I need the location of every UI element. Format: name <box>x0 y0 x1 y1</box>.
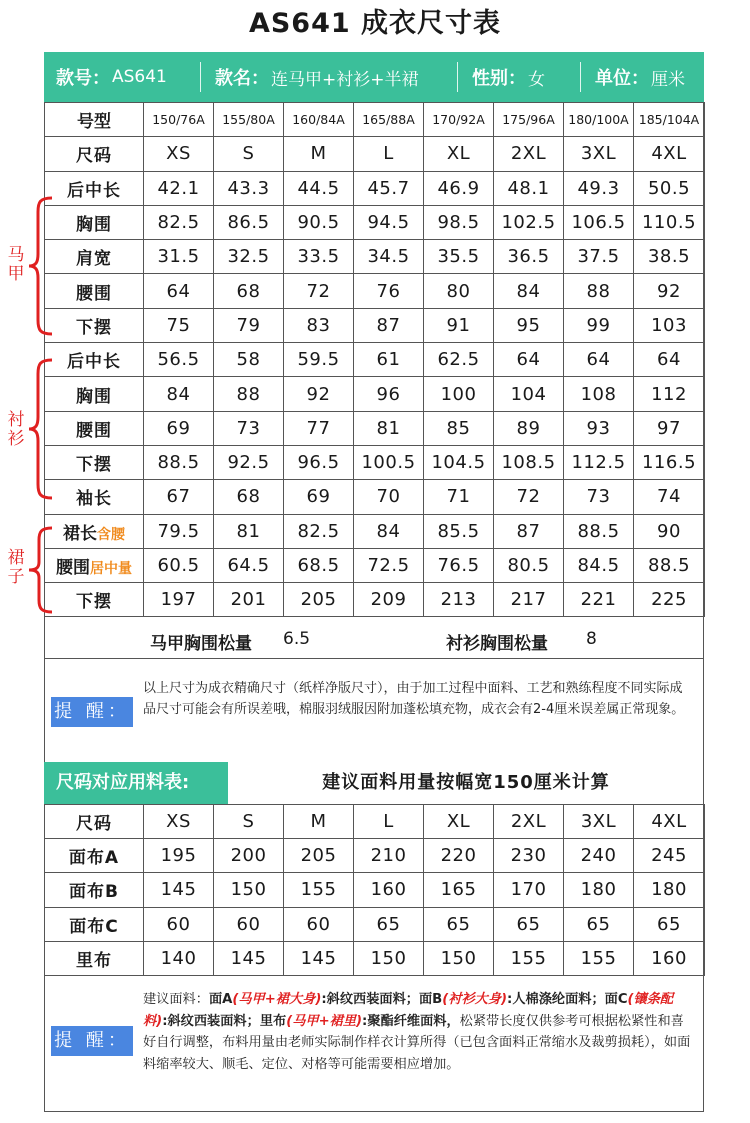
value-cell: 68.5 <box>284 548 354 582</box>
value-cell: 75 <box>144 308 214 342</box>
value-cell: 65 <box>494 907 564 941</box>
value-cell: 76.5 <box>424 548 494 582</box>
value-cell: 71 <box>424 480 494 514</box>
value-cell: 72 <box>494 480 564 514</box>
value-cell: 97 <box>634 411 705 445</box>
row-label: 下摆 <box>45 308 144 342</box>
value-cell: 64 <box>634 343 705 377</box>
value-cell: 150 <box>424 941 494 975</box>
size-cell: M <box>284 805 354 839</box>
value-cell: 180 <box>564 873 634 907</box>
value-cell: 240 <box>564 839 634 873</box>
value-cell: 140 <box>144 941 214 975</box>
value-cell: 65 <box>564 907 634 941</box>
value-cell: 110.5 <box>634 205 705 239</box>
value-cell: 197 <box>144 583 214 617</box>
value-cell: 36.5 <box>494 240 564 274</box>
value-cell: 87 <box>494 514 564 548</box>
value-cell: 92.5 <box>214 445 284 479</box>
value-cell: 73 <box>214 411 284 445</box>
row-label: 裙长含腰 <box>45 514 144 548</box>
value-cell: 103 <box>634 308 705 342</box>
spec-cell: 180/100A <box>564 103 634 137</box>
value-cell: 91 <box>424 308 494 342</box>
value-cell: 76 <box>354 274 424 308</box>
ease-row <box>44 621 704 659</box>
value-cell: 88.5 <box>564 514 634 548</box>
value-cell: 195 <box>144 839 214 873</box>
value-cell: 35.5 <box>424 240 494 274</box>
row-label: 胸围 <box>45 377 144 411</box>
size-cell: 4XL <box>634 805 705 839</box>
size-cell: XS <box>144 805 214 839</box>
row-label: 后中长 <box>45 171 144 205</box>
value-cell: 46.9 <box>424 171 494 205</box>
value-cell: 31.5 <box>144 240 214 274</box>
fabric-row <box>45 873 705 907</box>
size-table <box>44 102 705 617</box>
value-cell: 64 <box>564 343 634 377</box>
value-cell: 49.3 <box>564 171 634 205</box>
row-label: 肩宽 <box>45 240 144 274</box>
style-name-field <box>201 52 457 102</box>
fabric-row <box>45 839 705 873</box>
value-cell: 93 <box>564 411 634 445</box>
value-cell: 56.5 <box>144 343 214 377</box>
value-cell: 225 <box>634 583 705 617</box>
measure-row <box>45 583 705 617</box>
value-cell: 68 <box>214 480 284 514</box>
value-cell: 104.5 <box>424 445 494 479</box>
value-cell: 200 <box>214 839 284 873</box>
group-label-skirt: 裙 子 <box>7 548 25 587</box>
measure-row <box>45 514 705 548</box>
reminder-badge: 提 醒： <box>51 697 133 727</box>
value-cell: 72 <box>284 274 354 308</box>
row-label: 面布A <box>45 839 144 873</box>
size-cell: 3XL <box>564 805 634 839</box>
value-cell: 59.5 <box>284 343 354 377</box>
value-cell: 160 <box>354 873 424 907</box>
row-label: 里布 <box>45 941 144 975</box>
row-label: 尺码 <box>45 805 144 839</box>
value-cell: 43.3 <box>214 171 284 205</box>
value-cell: 68 <box>214 274 284 308</box>
value-cell: 42.1 <box>144 171 214 205</box>
value-cell: 81 <box>214 514 284 548</box>
value-cell: 34.5 <box>354 240 424 274</box>
value-cell: 155 <box>564 941 634 975</box>
value-cell: 32.5 <box>214 240 284 274</box>
value-cell: 61 <box>354 343 424 377</box>
value-cell: 60.5 <box>144 548 214 582</box>
size-cell: XS <box>144 137 214 171</box>
value-cell: 84.5 <box>564 548 634 582</box>
size-cell: S <box>214 137 284 171</box>
value-cell: 65 <box>634 907 705 941</box>
value-cell: 60 <box>214 907 284 941</box>
value-cell: 150 <box>354 941 424 975</box>
value-cell: 170 <box>494 873 564 907</box>
value-cell: 88 <box>214 377 284 411</box>
value-cell: 205 <box>284 839 354 873</box>
fabric-section-subtitle: 建议面料用量按幅宽150厘米计算 <box>322 772 610 793</box>
value-cell: 50.5 <box>634 171 705 205</box>
value-cell: 79.5 <box>144 514 214 548</box>
value-cell: 108 <box>564 377 634 411</box>
gender-label: 性别： <box>472 68 526 89</box>
divider <box>200 62 201 92</box>
row-label: 下摆 <box>45 445 144 479</box>
value-cell: 92 <box>634 274 705 308</box>
fabric-table <box>44 804 705 976</box>
measure-row <box>45 171 705 205</box>
value-cell: 112.5 <box>564 445 634 479</box>
value-cell: 95 <box>494 308 564 342</box>
value-cell: 84 <box>354 514 424 548</box>
gender-field <box>458 52 580 102</box>
value-cell: 64 <box>494 343 564 377</box>
value-cell: 84 <box>144 377 214 411</box>
value-cell: 80.5 <box>494 548 564 582</box>
measure-row <box>45 343 705 377</box>
size-cell: L <box>354 805 424 839</box>
fabric-row <box>45 907 705 941</box>
measure-row <box>45 548 705 582</box>
value-cell: 74 <box>634 480 705 514</box>
value-cell: 89 <box>494 411 564 445</box>
style-name-label: 款名： <box>215 68 269 89</box>
value-cell: 77 <box>284 411 354 445</box>
measure-row <box>45 377 705 411</box>
group-label-vest: 马 甲 <box>7 245 25 284</box>
value-cell: 64 <box>144 274 214 308</box>
vest-ease-label: 马甲胸围松量 <box>150 634 252 654</box>
row-label: 腰围 <box>45 274 144 308</box>
value-cell: 85 <box>424 411 494 445</box>
page-title: AS641 成衣尺寸表 <box>248 8 502 39</box>
measure-row <box>45 411 705 445</box>
value-cell: 82.5 <box>144 205 214 239</box>
spec-cell: 155/80A <box>214 103 284 137</box>
value-cell: 104 <box>494 377 564 411</box>
value-cell: 69 <box>144 411 214 445</box>
spec-cell: 150/76A <box>144 103 214 137</box>
spec-cell: 175/96A <box>494 103 564 137</box>
value-cell: 100.5 <box>354 445 424 479</box>
value-cell: 70 <box>354 480 424 514</box>
size-cell: 2XL <box>494 137 564 171</box>
value-cell: 90 <box>634 514 705 548</box>
row-label: 号型 <box>45 103 144 137</box>
value-cell: 58 <box>214 343 284 377</box>
row-label: 尺码 <box>45 137 144 171</box>
value-cell: 99 <box>564 308 634 342</box>
value-cell: 72.5 <box>354 548 424 582</box>
value-cell: 210 <box>354 839 424 873</box>
row-label: 面布C <box>45 907 144 941</box>
value-cell: 88 <box>564 274 634 308</box>
fabric-size-row <box>45 805 705 839</box>
value-cell: 100 <box>424 377 494 411</box>
value-cell: 88.5 <box>634 548 705 582</box>
row-label: 面布B <box>45 873 144 907</box>
value-cell: 38.5 <box>634 240 705 274</box>
fabric-row <box>45 941 705 975</box>
reminder-box-2 <box>44 975 704 1111</box>
value-cell: 80 <box>424 274 494 308</box>
size-cell: XL <box>424 137 494 171</box>
value-cell: 62.5 <box>424 343 494 377</box>
value-cell: 220 <box>424 839 494 873</box>
vest-bracket <box>26 196 56 336</box>
measure-row <box>45 274 705 308</box>
value-cell: 112 <box>634 377 705 411</box>
value-cell: 85.5 <box>424 514 494 548</box>
value-cell: 81 <box>354 411 424 445</box>
style-no-field <box>44 52 200 102</box>
value-cell: 86.5 <box>214 205 284 239</box>
shirt-ease-label: 衬衫胸围松量 <box>446 634 548 654</box>
size-cell: XL <box>424 805 494 839</box>
value-cell: 82.5 <box>284 514 354 548</box>
value-cell: 102.5 <box>494 205 564 239</box>
value-cell: 165 <box>424 873 494 907</box>
measure-row <box>45 480 705 514</box>
vest-ease-value: 6.5 <box>283 629 311 649</box>
value-cell: 221 <box>564 583 634 617</box>
row-label: 胸围 <box>45 205 144 239</box>
value-cell: 87 <box>354 308 424 342</box>
divider <box>457 62 458 92</box>
measure-row <box>45 205 705 239</box>
value-cell: 205 <box>284 583 354 617</box>
style-name-value: 连马甲+衬衫+半裙 <box>271 69 419 90</box>
value-cell: 155 <box>284 873 354 907</box>
value-cell: 116.5 <box>634 445 705 479</box>
value-cell: 145 <box>144 873 214 907</box>
size-cell: 3XL <box>564 137 634 171</box>
value-cell: 160 <box>634 941 705 975</box>
style-no-value: AS641 <box>112 67 167 87</box>
value-cell: 245 <box>634 839 705 873</box>
value-cell: 108.5 <box>494 445 564 479</box>
value-cell: 217 <box>494 583 564 617</box>
shirt-ease-value: 8 <box>586 629 597 649</box>
value-cell: 60 <box>144 907 214 941</box>
spec-cell: 160/84A <box>284 103 354 137</box>
size-cell: S <box>214 805 284 839</box>
value-cell: 230 <box>494 839 564 873</box>
value-cell: 180 <box>634 873 705 907</box>
skirt-bracket <box>26 526 56 614</box>
row-label: 袖长 <box>45 480 144 514</box>
spec-row <box>45 103 705 137</box>
spec-cell: 185/104A <box>634 103 705 137</box>
row-label: 下摆 <box>45 583 144 617</box>
value-cell: 73 <box>564 480 634 514</box>
value-cell: 67 <box>144 480 214 514</box>
row-label: 腰围 <box>45 411 144 445</box>
value-cell: 37.5 <box>564 240 634 274</box>
value-cell: 98.5 <box>424 205 494 239</box>
size-row <box>45 137 705 171</box>
unit-field <box>581 52 703 102</box>
measure-note: 含腰 <box>97 526 125 543</box>
value-cell: 84 <box>494 274 564 308</box>
fabric-section-header <box>44 762 704 804</box>
measure-note: 居中量 <box>90 561 132 577</box>
value-cell: 213 <box>424 583 494 617</box>
value-cell: 201 <box>214 583 284 617</box>
value-cell: 64.5 <box>214 548 284 582</box>
value-cell: 209 <box>354 583 424 617</box>
value-cell: 33.5 <box>284 240 354 274</box>
value-cell: 155 <box>494 941 564 975</box>
value-cell: 48.1 <box>494 171 564 205</box>
divider <box>580 62 581 92</box>
value-cell: 79 <box>214 308 284 342</box>
row-label: 腰围居中量 <box>45 548 144 582</box>
value-cell: 90.5 <box>284 205 354 239</box>
value-cell: 150 <box>214 873 284 907</box>
info-bar <box>44 52 704 102</box>
value-cell: 44.5 <box>284 171 354 205</box>
value-cell: 96 <box>354 377 424 411</box>
fabric-note: 建议面料：面A(马甲+裙大身):斜纹西装面料；面B(衬衫大身):人棉涤纶面料；面C(镶条配料):斜纹西装面料；里布(马甲+裙里):聚酯纤维面料，松紧带长度仅供参考可根据松紧性和喜好自行调整，布料用量由老师实际制作样衣计算所得（已包含面料正常缩水及裁剪损耗），如面料缩率较大、顺毛、定位、对格等可能需要相应增加。 <box>143 992 691 1072</box>
value-cell: 65 <box>354 907 424 941</box>
value-cell: 145 <box>284 941 354 975</box>
size-cell: 2XL <box>494 805 564 839</box>
value-cell: 106.5 <box>564 205 634 239</box>
measure-row <box>45 445 705 479</box>
size-cell: M <box>284 137 354 171</box>
spec-cell: 170/92A <box>424 103 494 137</box>
reminder-box-1 <box>44 659 704 760</box>
value-cell: 96.5 <box>284 445 354 479</box>
gender-value: 女 <box>528 69 545 90</box>
reminder-badge: 提 醒： <box>51 1026 133 1056</box>
value-cell: 69 <box>284 480 354 514</box>
value-cell: 145 <box>214 941 284 975</box>
value-cell: 94.5 <box>354 205 424 239</box>
size-cell: 4XL <box>634 137 705 171</box>
style-no-label: 款号： <box>56 68 110 89</box>
unit-label: 单位： <box>595 68 649 89</box>
value-cell: 92 <box>284 377 354 411</box>
measure-row <box>45 308 705 342</box>
unit-value: 厘米 <box>651 69 685 90</box>
value-cell: 60 <box>284 907 354 941</box>
reminder-text: 以上尺寸为成衣精确尺寸（纸样净版尺寸），由于加工过程中面料、工艺和熟练程度不同实际成品尺寸可能会有所误差哦，棉服羽绒服因附加蓬松填充物，成衣会有2-4厘米误差属正常现象。 <box>143 681 685 717</box>
group-label-shirt: 衬 衫 <box>7 410 25 449</box>
row-label: 后中长 <box>45 343 144 377</box>
shirt-bracket <box>26 358 56 500</box>
size-cell: L <box>354 137 424 171</box>
spec-cell: 165/88A <box>354 103 424 137</box>
value-cell: 65 <box>424 907 494 941</box>
measure-row <box>45 240 705 274</box>
value-cell: 83 <box>284 308 354 342</box>
value-cell: 88.5 <box>144 445 214 479</box>
fabric-section-title: 尺码对应用料表: <box>44 762 228 804</box>
value-cell: 45.7 <box>354 171 424 205</box>
